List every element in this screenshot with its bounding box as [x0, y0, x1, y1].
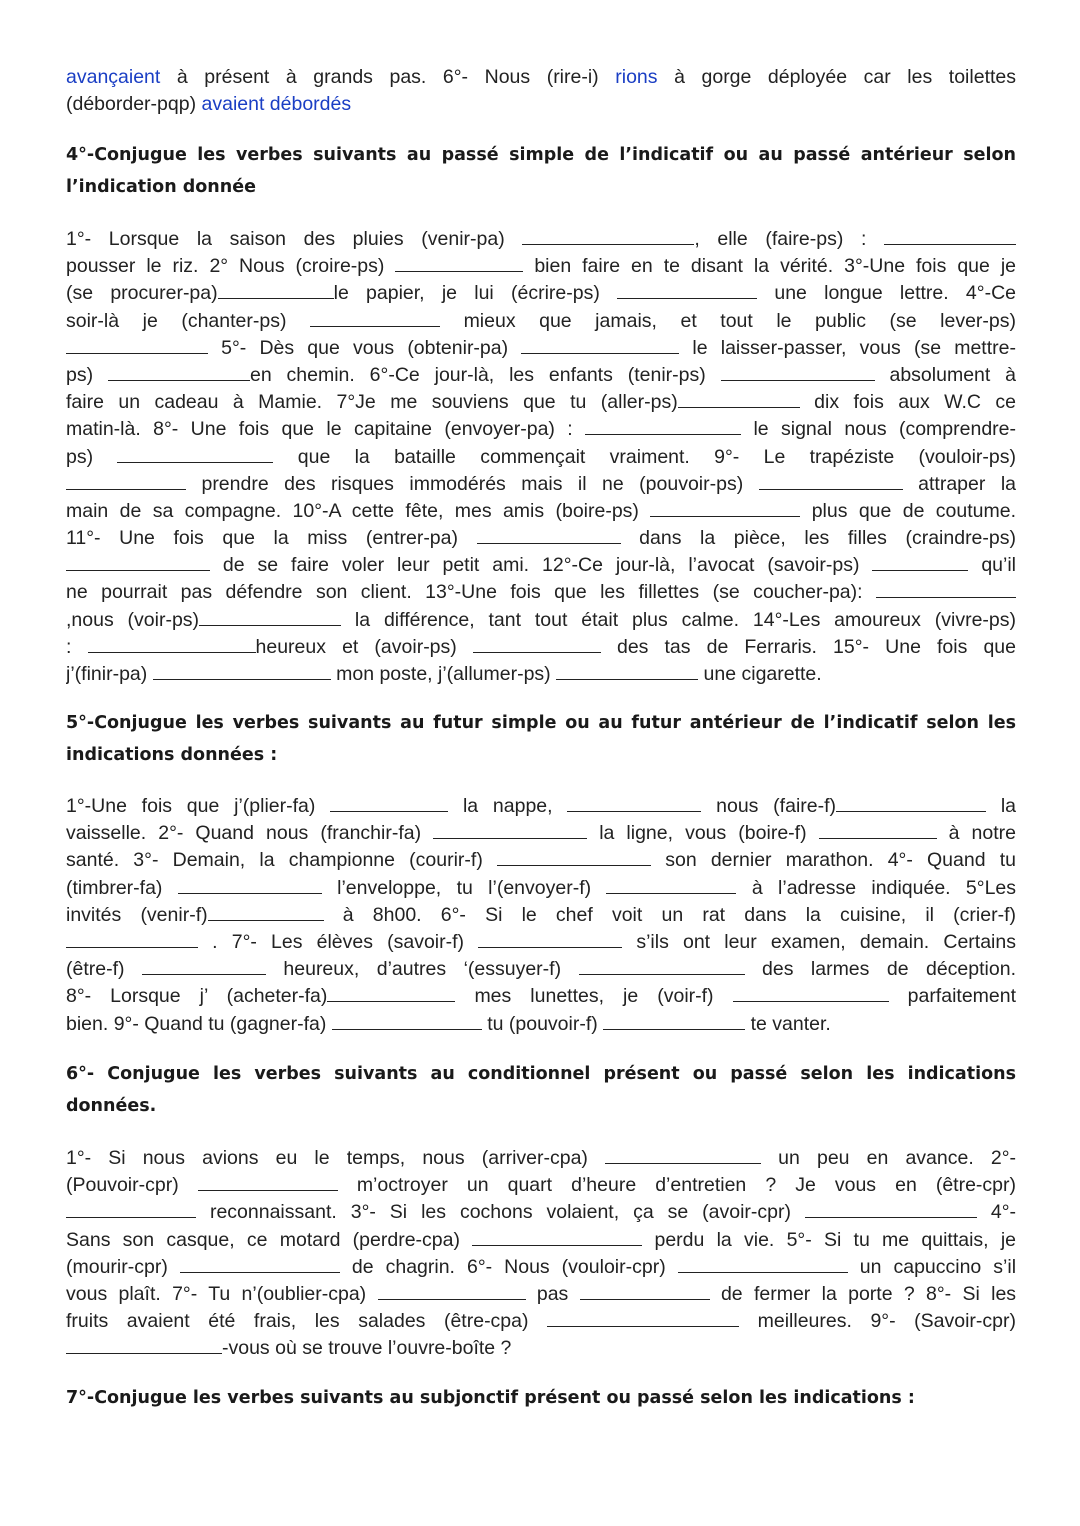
text: heureux, d’autres ‘(essuyer-f) [283, 958, 562, 981]
answer-blank[interactable] [497, 849, 651, 866]
text: mes lunettes, je (voir-f) [474, 985, 714, 1008]
answer-blank[interactable] [876, 581, 1016, 598]
answer-blank[interactable] [477, 527, 621, 544]
text: (timbrer-fa) [66, 876, 163, 899]
answer-text: rions [615, 66, 658, 88]
answer-blank[interactable] [330, 795, 448, 812]
text: qu’il [981, 554, 1016, 577]
text: Sans son casque, ce motard (perdre-cpa) [66, 1228, 460, 1251]
text: fruits avaient été frais, les salades (être-cpa) [66, 1310, 529, 1333]
text: de chagrin. 6°- Nous (vouloir-cpr) [351, 1255, 666, 1278]
answer-blank[interactable] [473, 636, 601, 653]
text: l’enveloppe, tu l’(envoyer-f) [337, 876, 592, 899]
text: des larmes de déception. [762, 958, 1016, 981]
answer-blank[interactable] [759, 473, 903, 490]
answer-blank[interactable] [617, 282, 757, 299]
text: : [66, 635, 72, 658]
answer-blank[interactable] [153, 663, 331, 680]
answer-blank[interactable] [819, 822, 937, 839]
answer-blank[interactable] [567, 795, 701, 812]
answer-blank[interactable] [472, 1229, 642, 1246]
answer-blank[interactable] [395, 255, 523, 272]
answer-blank[interactable] [178, 877, 322, 894]
answer-blank[interactable] [199, 609, 341, 626]
answer-blank[interactable] [678, 391, 800, 408]
text: absolument à [889, 363, 1016, 386]
text: pousser le riz. 2° Nous (croire-ps) [66, 255, 385, 278]
answer-blank[interactable] [310, 310, 440, 327]
text: (déborder-pqp) [66, 93, 202, 116]
text: 8°- Lorsque j’ (acheter-fa) [66, 985, 328, 1008]
answer-blank[interactable] [66, 337, 208, 354]
heading-line: données. [66, 1096, 157, 1116]
heading-line: 6°- Conjugue les verbes suivants au conditionnel présent ou passé selon les indications [66, 1064, 1016, 1084]
answer-blank[interactable] [733, 985, 889, 1002]
text: plus que de coutume. [811, 499, 1016, 522]
answer-blank[interactable] [556, 663, 698, 680]
answer-blank[interactable] [142, 958, 266, 975]
section-5-heading [66, 707, 1016, 771]
text: son dernier marathon. 4°- Quand tu [665, 849, 1016, 872]
text: le laisser-passer, vous (se mettre- [692, 336, 1016, 359]
text: reconnaissant. 3°- Si les cochons volaient, ça se (avoir-cpr) [209, 1201, 791, 1224]
text: invités (venir-f) [66, 903, 208, 926]
answer-text: avançaient [66, 66, 161, 88]
answer-blank[interactable] [66, 473, 186, 490]
text: bien. 9°- Quand tu (gagner-fa) [66, 1012, 327, 1035]
text: à gorge déployée car les toilettes [657, 66, 1016, 88]
text: à présent à grands pas. 6°- Nous (rire-i) [160, 66, 616, 88]
answer-blank[interactable] [66, 931, 198, 948]
text: pas [536, 1282, 569, 1305]
text: 5°- Dès que vous (obtenir-pa) [221, 336, 509, 359]
text: santé. 3°- Demain, la championne (courir-f) [66, 849, 483, 872]
text: en chemin. 6°-Ce jour-là, les enfants (tenir-ps) [249, 363, 706, 386]
text: 11°- Une fois que la miss (entrer-pa) [66, 527, 458, 550]
answer-blank[interactable] [433, 822, 587, 839]
text: ,nous (voir-ps) [66, 608, 200, 631]
heading-line: 4°-Conjugue les verbes suivants au passé simple de l’indicatif ou au passé antérieur selon [66, 145, 1016, 165]
text: le signal nous (comprendre- [753, 418, 1016, 441]
answer-blank[interactable] [678, 1256, 848, 1273]
text: (mourir-cpr) [66, 1255, 168, 1278]
answer-blank[interactable] [66, 1201, 196, 1218]
text: la [1000, 795, 1016, 817]
text: . 7°- Les élèves (savoir-f) [212, 930, 465, 953]
text: meilleures. 9°- (Savoir-cpr) [757, 1310, 1016, 1333]
answer-blank[interactable] [603, 1013, 745, 1030]
text: nous (faire-f) [716, 795, 837, 817]
text: -vous où se trouve l’ouvre-boîte ? [222, 1337, 512, 1360]
text: heureux et (avoir-ps) [255, 635, 457, 658]
text: j’(finir-pa) [66, 663, 148, 685]
answer-blank[interactable] [66, 1337, 222, 1354]
text: parfaitement [907, 985, 1016, 1008]
answer-blank[interactable] [218, 282, 334, 299]
text: le papier, je lui (écrire-ps) [333, 282, 600, 305]
text: que la bataille commençait vraiment. 9°- Le trapéziste (vouloir-ps) [297, 445, 1016, 468]
text: à notre [948, 822, 1016, 845]
text: des tas de Ferraris. 15°- Une fois que [616, 635, 1016, 658]
text: 4°- [990, 1201, 1016, 1224]
answer-blank[interactable] [805, 1201, 977, 1218]
section-7-heading [66, 1382, 1016, 1414]
answer-blank[interactable] [332, 1013, 482, 1030]
text: dix fois aux W.C ce [814, 391, 1016, 414]
answer-blank[interactable] [378, 1283, 526, 1300]
text: s’ils ont leur examen, demain. Certains [636, 930, 1016, 953]
intro-paragraph [66, 64, 1016, 118]
text: ps) [66, 445, 94, 468]
text: 1°- Lorsque la saison des pluies (venir-pa) [66, 228, 505, 250]
answer-blank[interactable] [88, 636, 256, 653]
text: un capuccino s’il [859, 1255, 1016, 1278]
text: attraper la [918, 472, 1016, 495]
answer-blank[interactable] [117, 446, 273, 463]
text: faire un cadeau à Mamie. 7°Je me souviens que tu (aller-ps) [66, 391, 678, 414]
heading-line: 5°-Conjugue les verbes suivants au futur simple ou au futur antérieur de l’indicatif selon les [66, 713, 1016, 733]
answer-blank[interactable] [198, 1174, 338, 1191]
text: mon poste, j’(allumer-ps) [336, 663, 551, 685]
text: , elle (faire-ps) : [694, 228, 867, 250]
text: la nappe, [462, 795, 553, 817]
text: ne pourrait pas défendre son client. 13°-Une fois que les fillettes (se coucher-pa): [66, 581, 863, 604]
text: (Pouvoir-cpr) [66, 1174, 179, 1197]
text: prendre des risques immodérés mais il ne (pouvoir-ps) [201, 472, 744, 495]
text: main de sa compagne. 10°-A cette fête, mes amis (boire-ps) [66, 499, 639, 522]
section-4-exercise [66, 226, 1016, 688]
text: dans la pièce, les filles (craindre-ps) [639, 527, 1016, 550]
text: tu (pouvoir-f) [487, 1012, 598, 1035]
answer-blank[interactable] [872, 554, 968, 571]
answer-blank[interactable] [585, 418, 741, 435]
section-6-heading [66, 1058, 1016, 1122]
text: de se faire voler leur petit ami. 12°-Ce jour-là, l’avocat (savoir-ps) [222, 554, 860, 577]
text: (se procurer-pa) [66, 282, 218, 305]
answer-blank[interactable] [547, 1310, 739, 1327]
answer-blank[interactable] [521, 337, 679, 354]
text: perdu la vie. 5°- Si tu me quittais, je [654, 1228, 1016, 1251]
answer-blank[interactable] [522, 228, 694, 245]
answer-blank[interactable] [66, 554, 210, 571]
text: bien faire en te disant la vérité. 3°-Une fois que je [534, 255, 1016, 278]
answer-text: avaient débordés [201, 93, 352, 116]
text: 1°-Une fois que j’(plier-fa) [66, 795, 316, 817]
text: une longue lettre. 4°-Ce [774, 282, 1016, 305]
text: un peu en avance. 2°- [778, 1147, 1016, 1169]
answer-blank[interactable] [108, 364, 250, 381]
text: à 8h00. 6°- Si le chef voit un rat dans la cuisine, il (crier-f) [342, 903, 1016, 926]
answer-blank[interactable] [606, 877, 736, 894]
answer-blank[interactable] [605, 1147, 761, 1164]
heading-line: l’indication donnée [66, 177, 256, 197]
answer-blank[interactable] [884, 228, 1016, 245]
section-6-exercise [66, 1145, 1016, 1363]
text: la ligne, vous (boire-f) [599, 822, 807, 845]
section-5-exercise [66, 793, 1016, 1038]
text: 1°- Si nous avions eu le temps, nous (arriver-cpa) [66, 1147, 588, 1169]
text: vaisselle. 2°- Quand nous (franchir-fa) [66, 822, 422, 845]
text: mieux que jamais, et tout le public (se lever-ps) [463, 309, 1016, 332]
text: matin-là. 8°- Une fois que le capitaine (envoyer-pa) : [66, 418, 573, 441]
text: la différence, tant tout était plus calme. 14°-Les amoureux (vivre-ps) [354, 608, 1016, 631]
answer-blank[interactable] [327, 985, 455, 1002]
text: (être-f) [66, 958, 125, 981]
text: à l’adresse indiquée. 5°Les [751, 876, 1016, 899]
answer-blank[interactable] [208, 904, 324, 921]
text: vous plaît. 7°- Tu n’(oublier-cpa) [66, 1282, 367, 1305]
text: de fermer la porte ? 8°- Si les [720, 1282, 1016, 1305]
answer-blank[interactable] [650, 500, 800, 517]
answer-blank[interactable] [721, 364, 875, 381]
answer-blank[interactable] [836, 795, 986, 812]
text: une cigarette. [703, 663, 822, 685]
answer-blank[interactable] [579, 958, 745, 975]
answer-blank[interactable] [580, 1283, 710, 1300]
section-4-heading [66, 139, 1016, 203]
text: m’octroyer un quart d’heure d’entretien ? Je vous en (être-cpr) [356, 1174, 1016, 1197]
text: ps) [66, 363, 94, 386]
answer-blank[interactable] [180, 1256, 340, 1273]
heading-line: 7°-Conjugue les verbes suivants au subjonctif présent ou passé selon les indications : [66, 1388, 915, 1408]
text: soir-là je (chanter-ps) [66, 309, 287, 332]
answer-blank[interactable] [478, 931, 622, 948]
heading-line: indications données : [66, 745, 278, 765]
text: te vanter. [750, 1012, 831, 1035]
